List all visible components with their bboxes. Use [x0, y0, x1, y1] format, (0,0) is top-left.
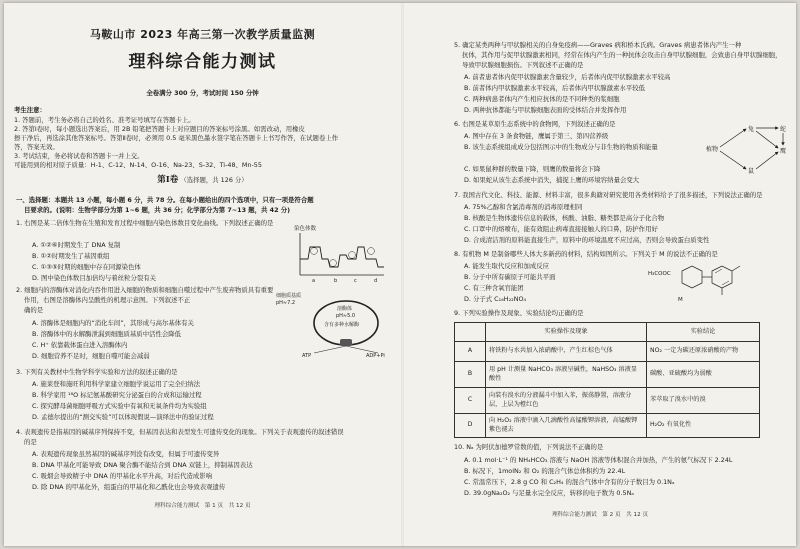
table-cell: B: [455, 362, 486, 388]
molecule-ester-label: H₃COOC: [648, 271, 671, 277]
q10-option: A. 0.1 mol·L⁻¹ 的 NH₄HCO₃ 溶液与 NaOH 溶液等体积混合并加热，产生的氨气标况下 2.24L: [464, 456, 733, 464]
q3-option: A. 施莱登和施旺利用科学家建立细胞学说运用了完全归纳法: [32, 380, 201, 388]
q4-option: C. 吸烟会导致精子中 DNA 的甲基化水平升高，对后代造成影响: [32, 472, 213, 480]
q5-option: C. 两种病患者体内产生相应抗体的是不同种类的浆细胞: [464, 95, 620, 103]
food-web-hawk: 鹰: [780, 148, 787, 155]
q1-stage-mark: d: [374, 278, 378, 283]
notice-item: 答，答案无效。: [14, 143, 59, 151]
q1-stem: 1. 右图是某二倍体生物在生殖和发育过程中细胞内染色体数目变化曲线。下列叙述正确的是: [16, 219, 274, 227]
q6-option: A. 图中存在 3 条食物链，鹰属于第三、第四营养级: [464, 132, 609, 140]
table-cell: 苯萃取了溴水中的溴: [647, 388, 760, 414]
right-page: [404, 3, 796, 546]
q5-option: D. 两种抗体都能与甲状腺细胞表面的受体结合并发挥作用: [464, 106, 627, 114]
instruction-line: 一、选择题：本题共 13 小题，每小题 6 分，共 78 分。在每小题给出的四个选项中，只有一项是符合题: [16, 196, 314, 204]
q2-lysosome-figure: [274, 289, 392, 359]
q8-option: D. 分子式 C₁₆H₂₂NO₄: [464, 295, 527, 303]
q4-option: A. 表观遗传现象虽然基因的碱基序列没有改变，但属于可遗传变异: [32, 450, 220, 458]
q10-option: B. 标况下，1molN₂ 和 O₂ 的混合气体总体积约为 22.4L: [464, 467, 626, 475]
q5-option: A. 前者患者体内促甲状腺激素含量较少，后者体内促甲状腺激素水平较高: [464, 73, 671, 81]
q7-stem: 7. 我国古代文化、科技、能源、材料丰富，很多典籍对研究使用各类材料给予了很多描述，下列说法正确的是: [454, 191, 763, 199]
q7-option: C. 口罩中的熔喷布，能有效阻止病毒直接接触人的口鼻，防护作用好: [464, 225, 658, 233]
q1-option: A. ①②⑥时期发生了 DNA 复制: [32, 241, 121, 249]
q7-option: D. 合成清洁剂的原料能直接生产，原料中的环境温度不应过高，否则会导致蛋白质变性: [464, 236, 710, 244]
notice-item: 3. 考试结束，务必将试卷和答题卡一并上交。: [14, 152, 144, 160]
notice-item: 擦干净后，再选涂其他答案标号。答第Ⅱ卷时，必须用 0.5 毫米黑色墨水签字笔在答题卡上书写作答，在试题卷上作: [14, 134, 339, 142]
section-heading: [4, 176, 401, 186]
notice-title: 考生注意：: [14, 106, 46, 114]
table-header-cell: 实验结论: [647, 323, 760, 342]
notice-item: 2. 答第Ⅰ卷时，每小题选出答案后，用 2B 铅笔把答题卡上对应题目的答案标号涂黑。如需改动，用橡皮: [14, 125, 305, 133]
q3-option: C. 探究酵母菌细胞呼吸方式实验中有氧和无氧条件均为实验组: [32, 402, 207, 410]
table-row: [455, 388, 760, 414]
q5-stem: 抗体，其作用与促甲状腺激素相同，经常在体内产生的一种抗体会攻击自身甲状腺细胞，会致患自身甲状腺细胞，: [462, 51, 782, 59]
q10-option: C. 常温常压下，2.8 g CO 和 C₂H₄ 的混合气体中含有的分子数目为 0.1Nₐ: [464, 478, 675, 486]
q8-option: A. 能发生取代反应和加成反应: [464, 262, 550, 270]
q8-molecule-figure: [648, 261, 758, 305]
q3-option: D. 孟德尔提出的“测交实验”可以体现假说—演绎法中的验证过程: [32, 413, 214, 421]
q1-chromosome-figure: [292, 221, 388, 283]
table-header-row: [455, 323, 760, 342]
exam-sheet: [4, 3, 796, 546]
q8-option: C. 有三种含氧官能团: [464, 284, 524, 292]
q5-stem: 5. 确定某类两种与甲状腺相关的自身免疫病——Graves 病和桥本氏病。Graves 病患者体内产生一种: [454, 41, 742, 49]
q9-experiment-table: [454, 322, 760, 438]
q3-stem: 3. 下列有关教材中生物学科学实验和方法的叙述正确的是: [16, 368, 178, 376]
exam-header-title: 马鞍山市 2023 年高三第一次教学质量监测: [89, 28, 316, 41]
q2-stem: 2. 细胞内的溶酶体对消化内吞作用进入细胞的物质和细胞自噬过程中产生废弃物质具有重要: [16, 286, 274, 294]
table-row: [455, 342, 760, 362]
exam-main-title: 理科综合能力测试: [128, 52, 277, 72]
q8-stem: 8. 有机物 M 是制备哪些人体大多新药的材料，结构如图所示。下列关于 M 的说法不正确的是: [454, 250, 718, 258]
table-cell: A: [455, 342, 486, 362]
food-web-plant: 植物: [706, 146, 719, 153]
q7-option: A. 75%乙醇和含氯消毒剂的消毒原理相同: [464, 203, 583, 211]
cytoplasm-label: 细胞质基质: [276, 293, 302, 299]
food-web-snake: 蛇: [780, 126, 787, 133]
q1-option: B. ①②时期发生了基因重组: [32, 252, 110, 260]
q1-stage-mark: a: [312, 278, 316, 283]
table-cell: NO₂ 一定为碳还原浓硝酸的产物: [647, 342, 760, 362]
instruction-line: 目要求的。(说明：生物学部分为第 1~6 题，共 36 分；化学部分为第 7~13 题，共 42 分): [24, 206, 291, 214]
q6-food-web-figure: [704, 121, 790, 179]
atp-label: ATP: [302, 353, 312, 359]
adp-label: ADP+Pi: [366, 353, 385, 359]
q4-stem: 的是: [24, 438, 37, 446]
lysosome-enzyme-label: 含有多种水解酶: [324, 322, 360, 328]
q1-option: C. ①③⑤时期的细胞中存在同源染色体: [32, 263, 141, 271]
q1-option: D. 图中染色体数目加倍均与着丝粒分裂有关: [32, 274, 157, 282]
q4-stem: 4. 表观遗传是指基因的碱基序列保持不变，但基因表达和表型发生可遗传变化的现象。下列关于表观遗传的叙述错误: [16, 428, 344, 436]
q2-option: D. 细胞营养不足时，细胞自噬可能会减弱: [32, 352, 150, 360]
q6-option: D. 如果蛇从该生态系统中消失，捕捉上鹰的环境容纳量会变大: [464, 176, 640, 184]
q1-stage-mark: b: [334, 278, 338, 283]
food-web-mouse: 鼠: [748, 168, 755, 175]
cytoplasm-ph-label: pH≈7.2: [276, 300, 296, 306]
q10-stem: 10. Nₐ 为阿伏加德罗常数的值，下列说法不正确的是: [454, 443, 604, 451]
q8-option: B. 分子中所有碳原子可能共平面: [464, 273, 556, 281]
q1-yaxis-label: 染色体数: [294, 226, 317, 232]
lysosome-ph-label: pH≈5.0: [336, 313, 356, 319]
table-cell: 向 H₂O₂ 溶液中滴入几滴酸性高锰酸钾溶液，高锰酸钾紫色褪去: [486, 414, 647, 438]
q2-option: A. 溶酶体是细胞内的“消化车间”，其形成与高尔基体有关: [32, 319, 194, 327]
section-title: 第Ⅰ卷: [157, 175, 179, 185]
table-cell: 向装有溴水的分液漏斗中加入苯，振荡静置，溶液分层，上层为橙红色: [486, 388, 647, 414]
molecule-m-label: M: [678, 297, 683, 303]
notice-item: 1. 答题前，考生务必将自己的姓名、准考证号填写在答题卡上。: [14, 116, 195, 124]
q2-stem: 作用，右图是溶酶体内呈酸性的机理示意图。下列叙述不正: [24, 296, 191, 304]
score-time-note: 全卷满分 300 分，考试时间 150 分钟: [146, 89, 259, 97]
table-cell: 用 pH 计测量 NaHCO₃ 溶液呈碱性，NaHSO₃ 溶液显酸性: [486, 362, 647, 388]
q4-option: D. 除 DNA 的甲基化外，组蛋白的甲基化和乙酰化也会导致表观遗传: [32, 483, 226, 491]
left-page: [4, 3, 401, 546]
table-cell: H₂O₂ 有氧化性: [647, 414, 760, 438]
q2-option: C. H⁺ 依靠载体蛋白进入溶酶体内: [32, 341, 128, 349]
q6-option: B. 该生态系统组成成分包括图示中的生物成分与非生物的物质和能量: [464, 143, 658, 151]
table-cell: 碳酸、亚硫酸均为弱酸: [647, 362, 760, 388]
table-row: [455, 362, 760, 388]
atomic-mass-note: 可能用到的相对原子质量：H-1、C-12、N-14、O-16、Na-23、S-32、Ti-48、Mn-55: [14, 161, 262, 169]
q10-option: D. 39.0gNa₂O₂ 与足量水完全反应，转移的电子数为 0.5Nₐ: [464, 489, 634, 497]
table-cell: D: [455, 414, 486, 438]
q5-option: B. 前者体内甲状腺激素水平较高，后者体内甲状腺激素水平较低: [464, 84, 645, 92]
q4-option: B. DNA 甲基化可能导致 DNA 聚合酶不能结合到 DNA 双链上，抑制基因表达: [32, 461, 253, 469]
table-header-cell: [455, 323, 486, 342]
table-header-cell: 实验操作及现象: [486, 323, 647, 342]
q7-option: B. 核酸是生物体遗传信息的载体，核酸、油脂、糖类都是高分子化合物: [464, 214, 665, 222]
q1-stage-mark: c: [354, 278, 357, 283]
left-page-footer: 理科综合能力测试 第 1 页 共 12 页: [154, 503, 251, 509]
q6-option: C. 如果鼠种群的数量下降，则鹰的数量将会下降: [464, 165, 601, 173]
table-cell: 将铁粉与水共加入浓硝酸中，产生红棕色气体: [486, 342, 647, 362]
table-cell: C: [455, 388, 486, 414]
right-page-footer: 理科综合能力测试 第 2 页 共 12 页: [551, 512, 649, 518]
q5-stem: 导致甲状腺细胞损伤。下列叙述不正确的是: [462, 61, 584, 69]
q9-stem: 9. 下列实验操作及现象、实验结论均正确的是: [454, 309, 584, 317]
section-note: （选择题，共 126 分）: [180, 176, 248, 184]
q6-stem: 6. 右图是某草原生态系统中的食物网，下列叙述正确的是: [454, 120, 616, 128]
q2-option: B. 溶酶体中的水解酶泄漏到细胞质基质中活性会降低: [32, 330, 182, 338]
lysosome-label: 溶酶体: [337, 306, 353, 312]
table-row: [455, 414, 760, 438]
q2-stem: 确的是: [24, 306, 44, 314]
food-web-rabbit: 兔: [748, 126, 755, 133]
q3-option: B. 科学家用 ¹⁸O 标记氨基酸研究分泌蛋白的合成和运输过程: [32, 391, 202, 399]
